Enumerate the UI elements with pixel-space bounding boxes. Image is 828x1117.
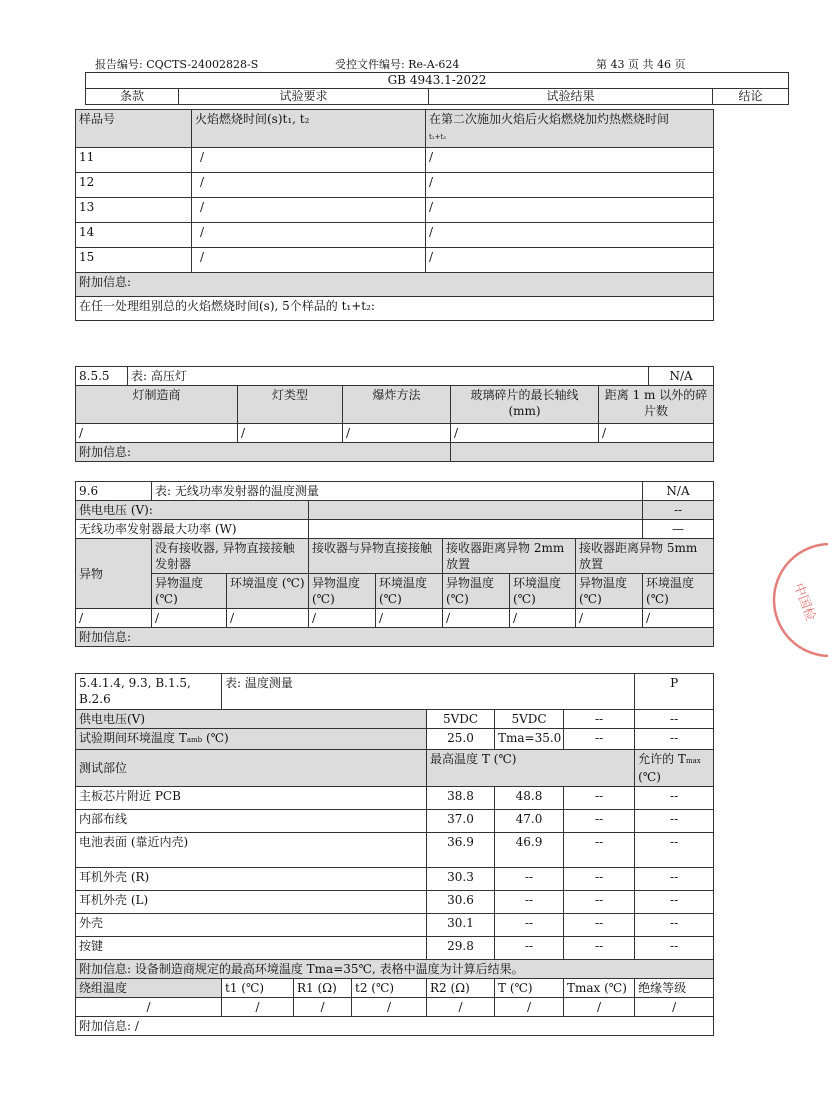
temp: --	[495, 937, 564, 960]
controlled-doc-number: 受控文件编号: Re-A-624	[335, 58, 460, 71]
col-verdict: 结论	[713, 89, 789, 105]
supply-value: --	[635, 710, 714, 729]
temp: --	[635, 833, 714, 868]
seal-lettering: 中国检	[790, 581, 818, 624]
cell: /	[376, 609, 443, 628]
temperature-table	[75, 673, 714, 1036]
cell: /	[495, 998, 564, 1017]
ambient-value: --	[635, 729, 714, 750]
h-explosion-method: 爆炸方法	[343, 386, 451, 424]
supply-value: --	[564, 710, 635, 729]
h-winding-temp: 绕组温度	[76, 979, 222, 998]
h-fragment-count: 距离 1 m 以外的碎片数	[599, 386, 714, 424]
ambient-temp-label	[76, 729, 427, 750]
additional-info: 附加信息:	[76, 273, 714, 297]
h-env-temp: 环境温度 (℃)	[643, 574, 714, 609]
temp: --	[564, 868, 635, 891]
empty-cell	[309, 520, 643, 539]
max-power-label: 无线功率发射器最大功率 (W)	[76, 520, 309, 539]
cell: /	[192, 148, 426, 173]
temp: --	[635, 937, 714, 960]
empty-cell	[309, 501, 643, 520]
high-pressure-lamp-table	[75, 366, 714, 462]
supply-voltage-label: 供电电压 (V):	[76, 501, 309, 520]
temp: --	[635, 868, 714, 891]
cell: /	[426, 173, 714, 198]
h-env-temp: 环境温度 (℃)	[510, 574, 576, 609]
ambient-sub: amb	[186, 736, 203, 744]
report-number: 报告编号: CQCTS-24002828-S	[95, 58, 259, 71]
ambient-value: --	[564, 729, 635, 750]
h-receiver-2mm: 接收器距离异物 2mm 放置	[443, 539, 576, 574]
supply-voltage-value: --	[643, 501, 714, 520]
temp: --	[564, 833, 635, 868]
h-lamp-type: 灯类型	[238, 386, 343, 424]
h-receiver-contact: 接收器与异物直接接触	[309, 539, 443, 574]
additional-info: 附加信息:	[76, 628, 714, 647]
table-row	[76, 248, 714, 273]
table-row	[76, 810, 714, 833]
red-seal-stamp	[768, 540, 828, 660]
additional-info: 附加信息: /	[76, 1017, 714, 1036]
h-second-sub: t₂+t₃	[429, 133, 447, 141]
cell: /	[192, 173, 426, 198]
table-row	[76, 868, 714, 891]
ambient-value: Tma=35.0	[495, 729, 564, 750]
clause-number: 9.6	[76, 482, 152, 501]
col-clause: 条款	[86, 89, 179, 105]
standard-header-table	[85, 72, 789, 105]
test-part: 按键	[76, 937, 427, 960]
empty-cell	[451, 443, 714, 462]
verdict: N/A	[643, 482, 714, 501]
table-row	[76, 198, 714, 223]
temp: 30.1	[427, 914, 495, 937]
cell: /	[192, 248, 426, 273]
h-sample-no: 样品号	[76, 110, 192, 148]
ambient-text: 试验期间环境温度 T	[79, 731, 187, 745]
cell: /	[635, 998, 714, 1017]
verdict: N/A	[649, 367, 714, 386]
temp: 48.8	[495, 787, 564, 810]
table-row	[76, 787, 714, 810]
cell: /	[192, 223, 426, 248]
h-insulation-class: 绝缘等级	[635, 979, 714, 998]
temp: 30.3	[427, 868, 495, 891]
cell: /	[426, 198, 714, 223]
cell: /	[510, 609, 576, 628]
page-number: 第 43 页 共 46 页	[596, 58, 686, 71]
h-obj-temp: 异物温度 (℃)	[152, 574, 227, 609]
test-part: 内部布线	[76, 810, 427, 833]
cell: /	[152, 609, 227, 628]
h-tmax: Tmax (℃)	[564, 979, 635, 998]
cell: /	[426, 248, 714, 273]
cell: /	[643, 609, 714, 628]
temp: 38.8	[427, 787, 495, 810]
h-fragment-axis: 玻璃碎片的最长轴线 (mm)	[451, 386, 599, 424]
cell: /	[426, 223, 714, 248]
table-row	[76, 937, 714, 960]
wireless-transmitter-table	[75, 481, 714, 647]
temp: 30.6	[427, 891, 495, 914]
temp: 46.9	[495, 833, 564, 868]
total-flame-time: 在任一处理组别总的火焰燃烧时间(s), 5个样品的 t₁+t₂:	[76, 297, 714, 321]
temp: --	[495, 868, 564, 891]
table-row	[76, 173, 714, 198]
sample-no: 12	[76, 173, 192, 198]
temp: 37.0	[427, 810, 495, 833]
temp: --	[564, 891, 635, 914]
h-foreign-object: 异物	[76, 539, 152, 609]
cell: /	[76, 424, 238, 443]
ambient-unit: (℃)	[205, 731, 229, 745]
sample-no: 13	[76, 198, 192, 223]
additional-info: 附加信息:	[76, 443, 451, 462]
temp: 29.8	[427, 937, 495, 960]
temp: --	[495, 891, 564, 914]
h-flame-time: 火焰燃烧时间(s)t₁, t₂	[192, 110, 426, 148]
verdict: P	[635, 674, 714, 710]
flame-time-table	[75, 109, 714, 321]
temp: --	[564, 937, 635, 960]
test-part: 电池表面 (靠近内壳)	[76, 833, 427, 868]
temp: --	[635, 891, 714, 914]
temp: --	[564, 787, 635, 810]
clause-number: 8.5.5	[76, 367, 128, 386]
supply-value: 5VDC	[495, 710, 564, 729]
h-test-part: 测试部位	[76, 750, 427, 787]
supply-voltage-label: 供电电压(V)	[76, 710, 427, 729]
h-lamp-maker: 灯制造商	[76, 386, 238, 424]
clause-number: 5.4.1.4, 9.3, B.1.5, B.2.6	[76, 674, 222, 710]
h-allowed-tmax	[635, 750, 714, 787]
h-receiver-5mm: 接收器距离异物 5mm 放置	[576, 539, 714, 574]
table-row	[76, 148, 714, 173]
h-r2: R2 (Ω)	[427, 979, 495, 998]
sample-no: 14	[76, 223, 192, 248]
allowed-unit: (℃)	[638, 770, 661, 784]
h-env-temp: 环境温度 (℃)	[376, 574, 443, 609]
cell: /	[564, 998, 635, 1017]
table-title: 表: 无线功率发射器的温度测量	[152, 482, 643, 501]
cell: /	[238, 424, 343, 443]
table-row	[76, 891, 714, 914]
temp: --	[495, 914, 564, 937]
table-row	[76, 424, 714, 443]
h-obj-temp: 异物温度 (℃)	[309, 574, 376, 609]
allowed-text: 允许的 T	[638, 752, 686, 766]
sample-no: 15	[76, 248, 192, 273]
table-row	[76, 833, 714, 868]
supply-value: 5VDC	[427, 710, 495, 729]
cell: /	[76, 609, 152, 628]
additional-info-note: 附加信息: 设备制造商规定的最高环境温度 Tma=35℃, 表格中温度为计算后结果。	[76, 960, 714, 979]
cell: /	[352, 998, 427, 1017]
cell: /	[294, 998, 352, 1017]
h-t2: t2 (℃)	[352, 979, 427, 998]
h-no-receiver: 没有接收器, 异物直接接触发射器	[152, 539, 309, 574]
table-title: 表: 温度测量	[222, 674, 635, 710]
allowed-sub: max	[685, 757, 701, 765]
cell: /	[443, 609, 510, 628]
cell: /	[76, 998, 222, 1017]
h-r1: R1 (Ω)	[294, 979, 352, 998]
standard-code: GB 4943.1-2022	[86, 73, 789, 89]
h-obj-temp: 异物温度 (℃)	[443, 574, 510, 609]
temp: 47.0	[495, 810, 564, 833]
cell: /	[192, 198, 426, 223]
cell: /	[451, 424, 599, 443]
max-power-value: —	[643, 520, 714, 539]
temp: --	[635, 914, 714, 937]
table-title: 表: 高压灯	[128, 367, 649, 386]
test-part: 外壳	[76, 914, 427, 937]
cell: /	[599, 424, 714, 443]
h-max-temp: 最高温度 T (℃)	[427, 750, 635, 787]
h-env-temp: 环境温度 (℃)	[227, 574, 309, 609]
h-second-text: 在第二次施加火焰后火焰燃烧加灼热燃烧时间	[429, 112, 670, 126]
cell: /	[222, 998, 294, 1017]
table-row	[76, 609, 714, 628]
table-row	[76, 223, 714, 248]
temp: --	[635, 810, 714, 833]
cell: /	[343, 424, 451, 443]
sample-no: 11	[76, 148, 192, 173]
col-requirement: 试验要求	[179, 89, 429, 105]
test-part: 耳机外壳 (R)	[76, 868, 427, 891]
h-obj-temp: 异物温度 (℃)	[576, 574, 643, 609]
h-t: T (℃)	[495, 979, 564, 998]
cell: /	[427, 998, 495, 1017]
h-t1: t1 (℃)	[222, 979, 294, 998]
cell: /	[426, 148, 714, 173]
temp: 36.9	[427, 833, 495, 868]
test-part: 耳机外壳 (L)	[76, 891, 427, 914]
table-row	[76, 998, 714, 1017]
test-part: 主板芯片附近 PCB	[76, 787, 427, 810]
col-result: 试验结果	[429, 89, 713, 105]
h-second-flame	[426, 110, 714, 148]
cell: /	[576, 609, 643, 628]
temp: --	[564, 914, 635, 937]
table-row	[76, 914, 714, 937]
ambient-value: 25.0	[427, 729, 495, 750]
temp: --	[635, 787, 714, 810]
temp: --	[564, 810, 635, 833]
cell: /	[309, 609, 376, 628]
cell: /	[227, 609, 309, 628]
